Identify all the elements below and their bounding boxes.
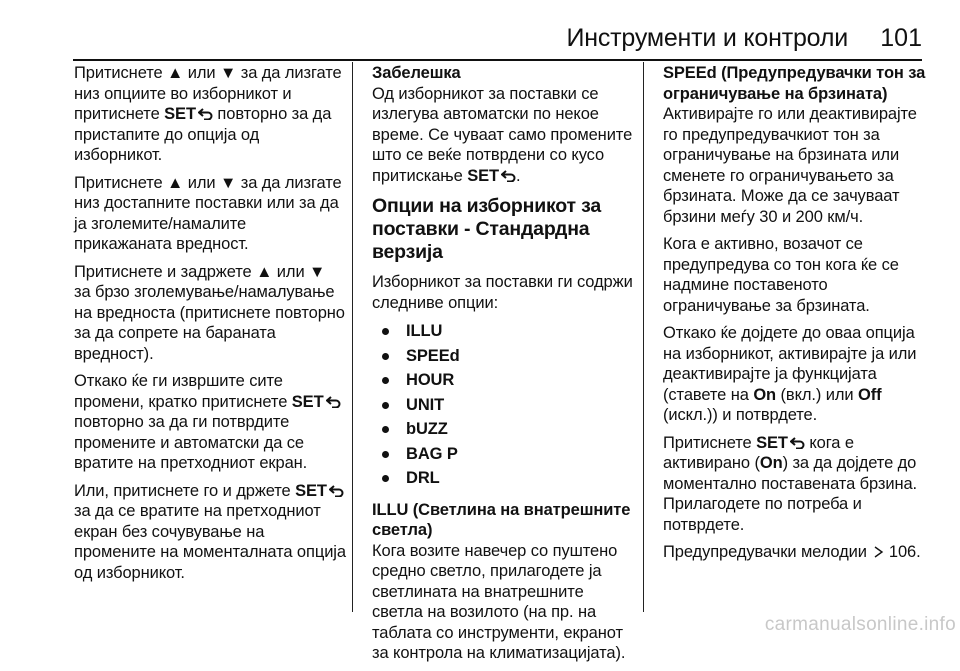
options-intro: Изборникот за поставки ги содржи следниве опции: (372, 273, 633, 312)
set-button-label: SET (164, 105, 196, 123)
bullet-icon (382, 402, 389, 409)
section-heading: Опции на изборникот за поставки - Стандардна верзија (372, 195, 601, 263)
bullet-icon (382, 377, 389, 384)
column-divider-2 (643, 62, 644, 612)
bullet-icon (382, 426, 389, 433)
watermark: carmanualsonline.info (764, 614, 956, 635)
bullet-icon (382, 328, 389, 335)
list-item: SPEEd (372, 344, 636, 369)
melodies-reference: Предупредувачки мелодии 106. (663, 543, 921, 561)
illu-heading: ILLU (Светлина на внатрешните светла) (372, 500, 631, 539)
list-item: ILLU (372, 319, 636, 344)
bullet-icon (382, 353, 389, 360)
return-arrow-icon (198, 108, 213, 120)
speed-activation: Откако ќе дојдете до оваа опција на изборникот, активирајте ја или деактивирајте ја функцијата (ставете на On (вкл.) или Off (искл.)) и потврдете. (663, 324, 917, 424)
column-2 (372, 63, 636, 671)
column-3 (663, 63, 935, 570)
paragraph-confirm: Откако ќе ги извршите сите промени, кратко притиснете SET повторно за да ги потврдите промените и автоматски да се вратите на претходниот екран. (74, 371, 346, 474)
off-value: Off (858, 385, 882, 404)
set-button-label: SET (295, 481, 327, 500)
list-item: bUZZ (372, 417, 636, 442)
on-value: On (759, 454, 783, 472)
set-button-label: SET (467, 166, 499, 185)
paragraph-adjust-value: Притиснете ▲ или ▼ за да лизгате низ достапните поставки или за да ја зголемите/намалите прикажаната вредност. (74, 173, 342, 253)
list-item: BAG P (372, 442, 636, 467)
note-title: Забелешка (372, 64, 461, 82)
return-arrow-icon (790, 437, 805, 449)
speed-description: Активирајте го или деактивирајте го предупредувачкиот тон за ограничување на брзината или сменете го ограничувањето за брзината. Може да се зачуваат брзини меѓу 30 и 200 км/ч. (663, 105, 917, 226)
list-item: HOUR (372, 368, 636, 393)
bullet-icon (382, 451, 389, 458)
speed-warning: Кога е активно, возачот се предупредува со тон кога ќе се надмине поставеното ограничување за брзината. (663, 235, 899, 315)
on-value: On (753, 385, 777, 404)
chapter-title: Инструменти и контроли (566, 24, 848, 52)
bullet-icon (382, 475, 389, 482)
column-divider-1 (352, 62, 353, 612)
set-button-label: SET (291, 392, 324, 411)
list-item: DRL (372, 466, 636, 491)
list-item: UNIT (372, 393, 636, 418)
return-arrow-icon (501, 170, 516, 182)
return-arrow-icon (329, 485, 344, 497)
page-number: 101 (880, 24, 922, 52)
return-arrow-icon (326, 396, 341, 408)
column-1 (74, 63, 346, 590)
page-reference-number[interactable]: 106 (888, 543, 917, 561)
illu-text: Кога возите навечер со пуштено средно светло, прилагодете ја светлината на внатрешните светла на возилото (на пр. на таблата со инструменти, екранот за контрола на климатизацијата). (372, 541, 626, 662)
speed-heading: SPEEd (Предупредувачки тон за ограничување на брзината) (663, 64, 926, 103)
paragraph-scroll-options: Притиснете ▲ или ▼ за да лизгате низ опциите во изборникот и притиснете SET повторно за да пристапите до опција од изборникот. (74, 64, 342, 164)
page-reference-icon (873, 546, 884, 558)
paragraph-fast-adjust: Притиснете и задржете ▲ или ▼ за брзо зголемување/намалување на вредноста (притиснете повторно за да сопрете на бараната вредност). (74, 262, 345, 363)
options-list (372, 319, 636, 491)
paragraph-exit-without-saving: Или, притиснете го и држете SET за да се вратите на претходниот екран без сочувување на промените на моменталната опција од изборникот. (74, 481, 346, 582)
set-button-label: SET (756, 433, 788, 452)
header-rule (73, 59, 922, 61)
page-header (0, 0, 960, 64)
note-text: Од изборникот за поставки се излегува автоматски по некое време. Се чуваат само промените што се веќе потврдени со кусо притискање SET . (372, 84, 633, 185)
speed-set-value: Притиснете SET кога е активирано (On) за да дојдете до моментално поставената брзина. Прилагодете по потреба и потврдете. (663, 433, 918, 534)
